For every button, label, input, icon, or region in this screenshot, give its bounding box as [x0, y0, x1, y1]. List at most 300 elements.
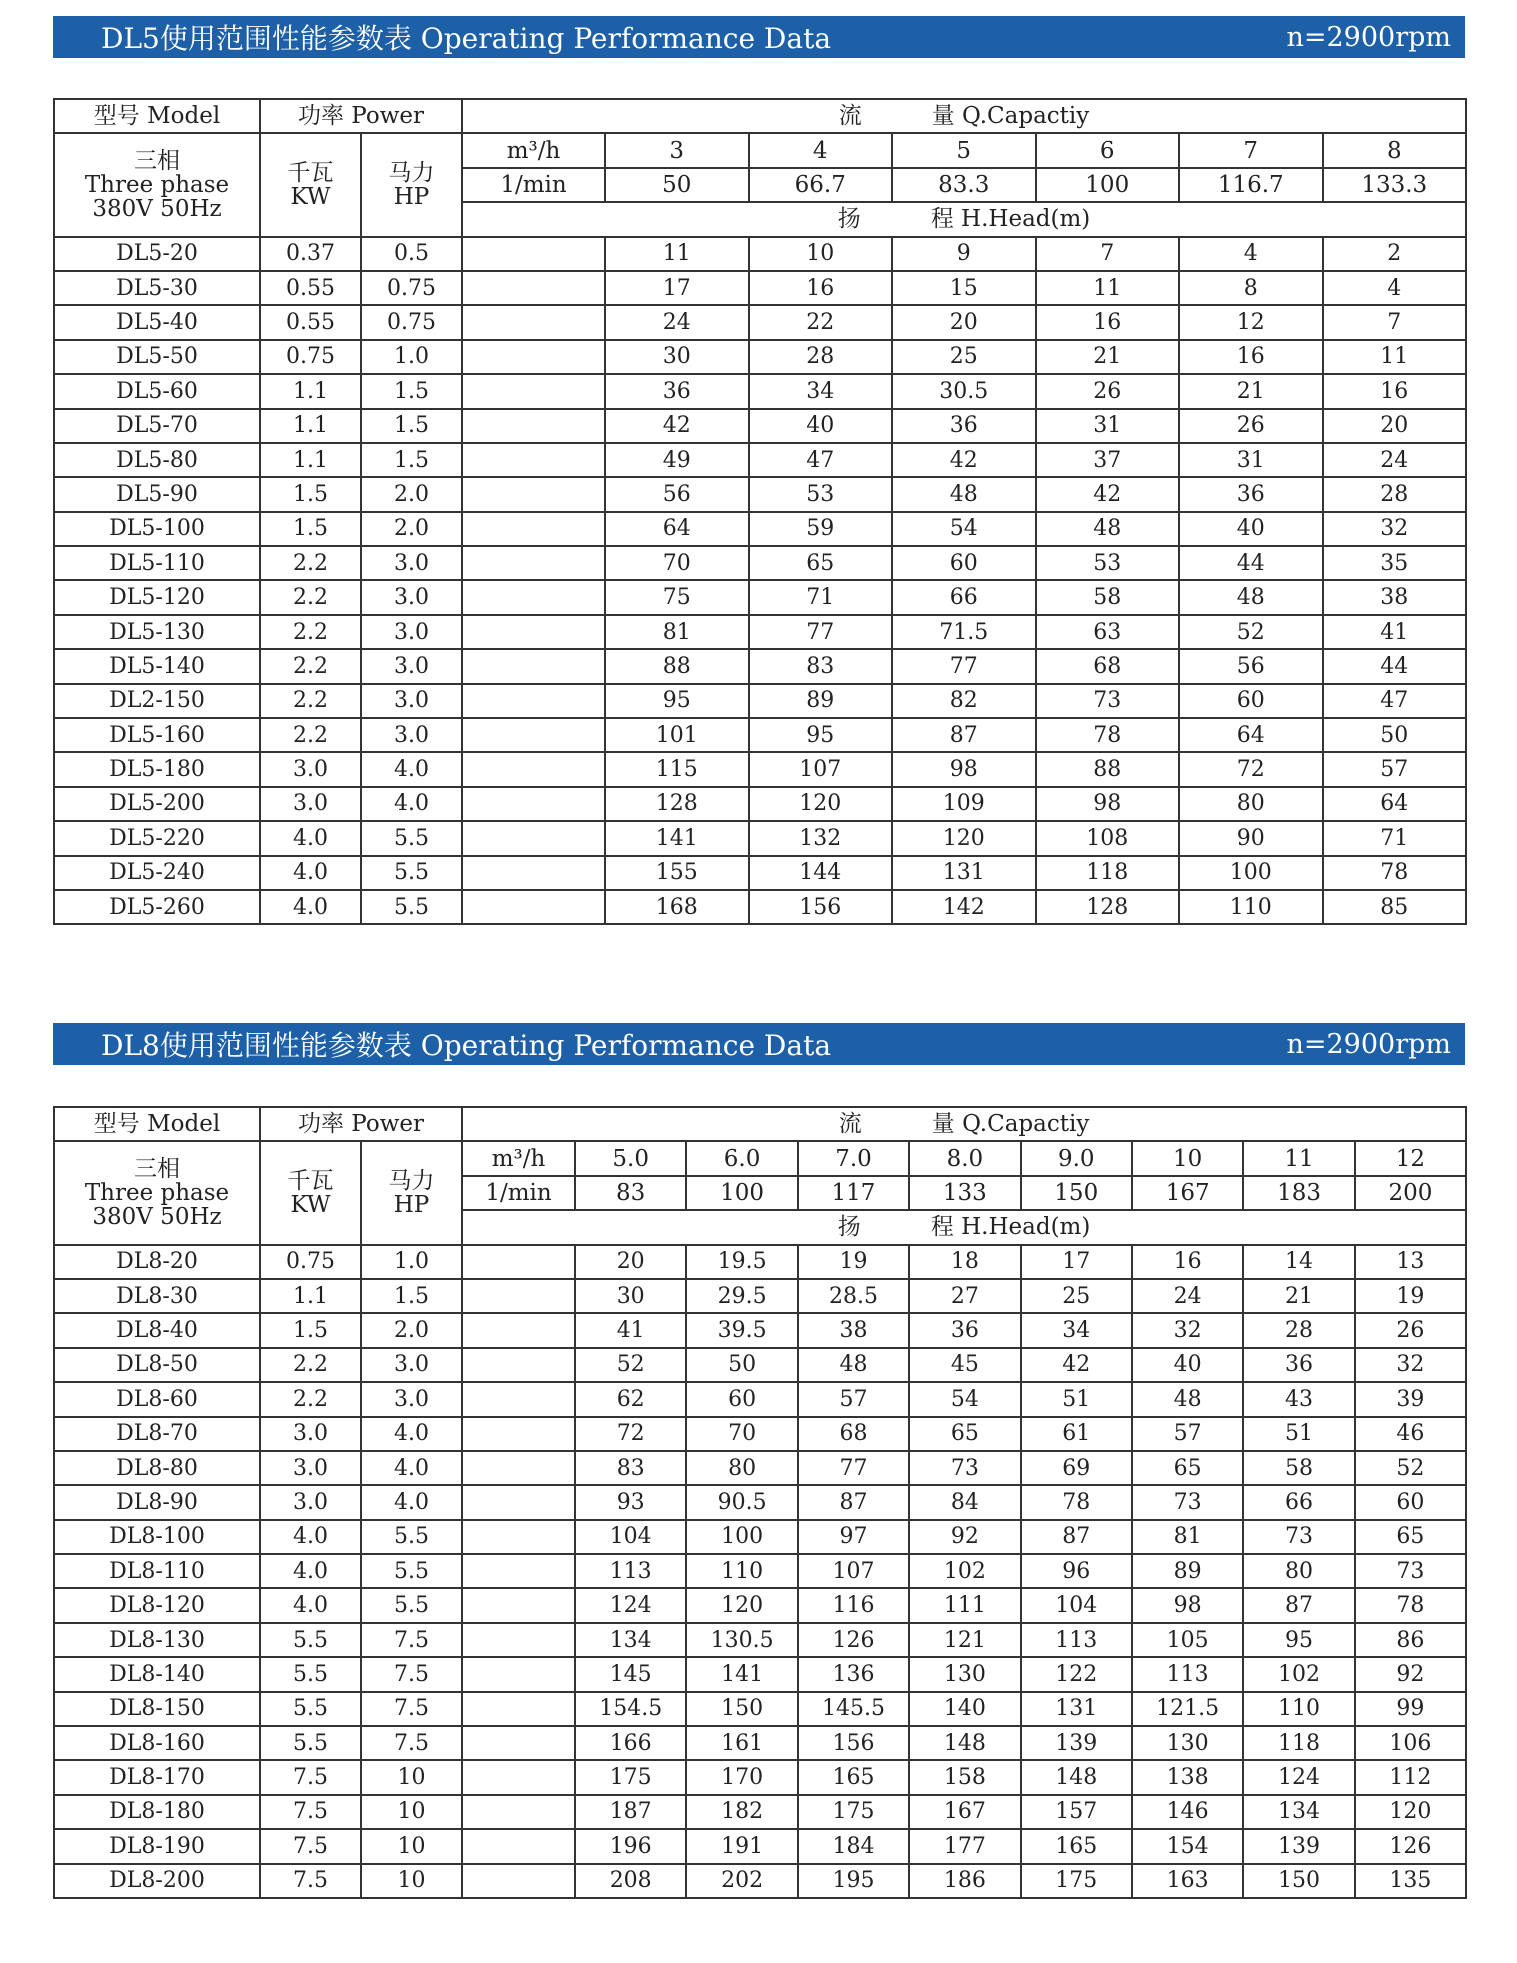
model-cell: DL8-170 [54, 1760, 260, 1794]
model-cell: DL5-20 [54, 237, 260, 271]
kw-cn: 千瓦 [287, 159, 334, 186]
head-cell: 16 [1179, 340, 1323, 374]
table-row [54, 1417, 1466, 1451]
kw-header [260, 133, 361, 236]
flow-m3h-cell: 11 [1243, 1141, 1354, 1175]
kw-cell: 2.2 [260, 615, 361, 649]
head-cell: 50 [686, 1348, 797, 1382]
flow-lmin-cell: 167 [1132, 1176, 1243, 1210]
head-cell: 46 [1355, 1417, 1466, 1451]
head-cell: 109 [892, 787, 1036, 821]
head-cell: 70 [686, 1417, 797, 1451]
blank-cell [462, 1588, 575, 1622]
flow-lmin-cell: 200 [1355, 1176, 1466, 1210]
hp-cell: 0.75 [361, 271, 462, 305]
head-cell: 36 [909, 1313, 1020, 1347]
model-header: 型号 Model [54, 1107, 260, 1141]
kw-cell: 5.5 [260, 1692, 361, 1726]
head-cell: 36 [1179, 477, 1323, 511]
head-cell: 32 [1323, 512, 1467, 546]
blank-cell [462, 1451, 575, 1485]
head-cell: 38 [798, 1313, 909, 1347]
head-cell: 43 [1243, 1382, 1354, 1416]
hp-en: HP [393, 183, 430, 210]
head-cell: 120 [1355, 1795, 1466, 1829]
blank-cell [462, 1795, 575, 1829]
table-row [54, 1554, 1466, 1588]
head-cell: 4 [1323, 271, 1467, 305]
blank-cell [462, 1485, 575, 1519]
head-cell: 8 [1179, 271, 1323, 305]
hp-cn: 马力 [388, 1167, 435, 1194]
table-row [54, 1657, 1466, 1691]
head-cell: 80 [1179, 787, 1323, 821]
head-cell: 92 [909, 1520, 1020, 1554]
model-cell: DL8-200 [54, 1864, 260, 1898]
head-cell: 124 [1243, 1760, 1354, 1794]
head-cell: 102 [909, 1554, 1020, 1588]
kw-cell: 1.5 [260, 477, 361, 511]
head-cell: 65 [749, 546, 893, 580]
hp-en: HP [393, 1191, 430, 1218]
head-cell: 85 [1323, 890, 1467, 924]
head-cell: 101 [605, 718, 749, 752]
head-cell: 28 [1243, 1313, 1354, 1347]
head-cell: 24 [1323, 443, 1467, 477]
kw-cell: 4.0 [260, 890, 361, 924]
hp-cell: 7.5 [361, 1623, 462, 1657]
head-cell: 72 [1179, 752, 1323, 786]
flow-lmin-cell: 83.3 [892, 168, 1036, 202]
kw-cell: 4.0 [260, 1588, 361, 1622]
head-cn: 扬 [837, 1214, 861, 1241]
head-cell: 88 [605, 649, 749, 683]
head-cell: 80 [686, 1451, 797, 1485]
kw-cell: 0.55 [260, 305, 361, 339]
head-header [462, 1210, 1466, 1244]
head-cell: 16 [1036, 305, 1180, 339]
flow-m3h-cell: 3 [605, 133, 749, 167]
head-cell: 11 [605, 237, 749, 271]
dl8-title-band [53, 1023, 1465, 1065]
head-cell: 16 [749, 271, 893, 305]
hp-cell: 1.5 [361, 374, 462, 408]
head-cell: 73 [1243, 1520, 1354, 1554]
kw-cell: 0.75 [260, 340, 361, 374]
head-cell: 68 [798, 1417, 909, 1451]
blank-cell [462, 1760, 575, 1794]
blank-cell [462, 615, 605, 649]
head-cell: 102 [1243, 1657, 1354, 1691]
blank-cell [462, 684, 605, 718]
head-cell: 61 [1021, 1417, 1132, 1451]
head-cell: 90 [1179, 821, 1323, 855]
model-cell: DL8-150 [54, 1692, 260, 1726]
head-cell: 208 [575, 1864, 686, 1898]
flow-m3h-cell: 5 [892, 133, 1036, 167]
kw-en: KW [290, 1191, 331, 1218]
head-cell: 60 [892, 546, 1036, 580]
head-cell: 78 [1323, 856, 1467, 890]
head-cell: 78 [1021, 1485, 1132, 1519]
head-cell: 60 [1179, 684, 1323, 718]
head-cell: 57 [1323, 752, 1467, 786]
table-row [54, 718, 1466, 752]
head-cell: 36 [605, 374, 749, 408]
head-cell: 144 [749, 856, 893, 890]
blank-cell [462, 787, 605, 821]
head-cell: 96 [1021, 1554, 1132, 1588]
head-cell: 130 [909, 1657, 1020, 1691]
head-cell: 187 [575, 1795, 686, 1829]
head-cell: 120 [686, 1588, 797, 1622]
dl5-rpm: n=2900rpm [1286, 21, 1451, 53]
table-row [54, 1623, 1466, 1657]
table-row [54, 1726, 1466, 1760]
head-cell: 65 [909, 1417, 1020, 1451]
kw-cell: 4.0 [260, 1554, 361, 1588]
head-cell: 165 [1021, 1829, 1132, 1863]
head-cell: 57 [1132, 1417, 1243, 1451]
head-cell: 19 [798, 1245, 909, 1279]
model-cell: DL8-80 [54, 1451, 260, 1485]
head-cell: 31 [1179, 443, 1323, 477]
blank-cell [462, 1520, 575, 1554]
head-header [462, 202, 1466, 236]
blank-cell [462, 477, 605, 511]
hp-cell: 7.5 [361, 1657, 462, 1691]
phase-spec: 380V 50Hz [92, 196, 222, 223]
head-cell: 75 [605, 580, 749, 614]
head-cell: 110 [1243, 1692, 1354, 1726]
head-cell: 156 [798, 1726, 909, 1760]
head-cell: 128 [1036, 890, 1180, 924]
head-cell: 89 [749, 684, 893, 718]
head-cell: 57 [798, 1382, 909, 1416]
head-cell: 81 [605, 615, 749, 649]
head-cell: 80 [1243, 1554, 1354, 1588]
head-cell: 54 [892, 512, 1036, 546]
head-cell: 106 [1355, 1726, 1466, 1760]
model-cell: DL5-60 [54, 374, 260, 408]
kw-cell: 7.5 [260, 1795, 361, 1829]
kw-cell: 0.37 [260, 237, 361, 271]
hp-cell: 2.0 [361, 1313, 462, 1347]
head-cell: 107 [798, 1554, 909, 1588]
model-cell: DL8-160 [54, 1726, 260, 1760]
head-cell: 128 [605, 787, 749, 821]
head-cell: 73 [1036, 684, 1180, 718]
kw-cell: 1.1 [260, 374, 361, 408]
head-cell: 132 [749, 821, 893, 855]
table-row [54, 374, 1466, 408]
head-en: H.Head(m) [961, 206, 1091, 233]
blank-cell [462, 271, 605, 305]
hp-cell: 4.0 [361, 1485, 462, 1519]
head-cell: 87 [798, 1485, 909, 1519]
head-cell: 140 [909, 1692, 1020, 1726]
blank-cell [462, 890, 605, 924]
head-cell: 110 [1179, 890, 1323, 924]
head-cell: 98 [892, 752, 1036, 786]
head-cell: 52 [1179, 615, 1323, 649]
head-cell: 40 [749, 409, 893, 443]
head-cell: 42 [1036, 477, 1180, 511]
model-cell: DL5-30 [54, 271, 260, 305]
blank-cell [462, 409, 605, 443]
head-cn2: 程 [930, 1214, 954, 1241]
table-row [54, 1760, 1466, 1794]
head-cell: 81 [1132, 1520, 1243, 1554]
head-cell: 90.5 [686, 1485, 797, 1519]
table-row [54, 512, 1466, 546]
head-cell: 53 [1036, 546, 1180, 580]
head-cell: 26 [1355, 1313, 1466, 1347]
head-cell: 104 [1021, 1588, 1132, 1622]
head-cell: 150 [686, 1692, 797, 1726]
head-cell: 157 [1021, 1795, 1132, 1829]
head-cell: 66 [892, 580, 1036, 614]
dl5-title: DL5使用范围性能参数表 Operating Performance Data [101, 22, 832, 55]
kw-cell: 3.0 [260, 1417, 361, 1451]
table-row [54, 1382, 1466, 1416]
dl8-performance-table [53, 1106, 1467, 1899]
kw-cell: 0.75 [260, 1245, 361, 1279]
flow-lmin-cell: 117 [798, 1176, 909, 1210]
head-cell: 158 [909, 1760, 1020, 1794]
head-cell: 17 [1021, 1245, 1132, 1279]
head-cell: 25 [1021, 1279, 1132, 1313]
head-cell: 78 [1355, 1588, 1466, 1622]
head-cell: 126 [798, 1623, 909, 1657]
blank-cell [462, 580, 605, 614]
head-cell: 64 [1323, 787, 1467, 821]
flow-lmin-cell: 83 [575, 1176, 686, 1210]
blank-cell [462, 546, 605, 580]
table-row [54, 649, 1466, 683]
hp-cell: 0.5 [361, 237, 462, 271]
phase-header [54, 1141, 260, 1244]
table-row [54, 1313, 1466, 1347]
head-cell: 54 [909, 1382, 1020, 1416]
head-cell: 134 [1243, 1795, 1354, 1829]
table-row [54, 546, 1466, 580]
head-cell: 118 [1036, 856, 1180, 890]
phase-en: Three phase [84, 171, 230, 198]
model-cell: DL8-190 [54, 1829, 260, 1863]
head-cell: 95 [749, 718, 893, 752]
flow-lmin-cell: 100 [1036, 168, 1180, 202]
head-cell: 51 [1243, 1417, 1354, 1451]
head-cell: 134 [575, 1623, 686, 1657]
flow-m3h-cell: 6.0 [686, 1141, 797, 1175]
model-cell: DL5-130 [54, 615, 260, 649]
hp-cell: 10 [361, 1829, 462, 1863]
head-cell: 92 [1355, 1657, 1466, 1691]
head-cell: 141 [605, 821, 749, 855]
head-cell: 130.5 [686, 1623, 797, 1657]
head-cell: 32 [1132, 1313, 1243, 1347]
head-cell: 44 [1323, 649, 1467, 683]
flow-m3h-cell: 7 [1179, 133, 1323, 167]
head-cell: 146 [1132, 1795, 1243, 1829]
head-cell: 170 [686, 1760, 797, 1794]
head-cell: 39.5 [686, 1313, 797, 1347]
dl5-title-band [53, 16, 1465, 58]
head-cell: 155 [605, 856, 749, 890]
model-cell: DL5-240 [54, 856, 260, 890]
model-cell: DL8-90 [54, 1485, 260, 1519]
dl8-rpm: n=2900rpm [1286, 1028, 1451, 1060]
kw-cell: 1.1 [260, 443, 361, 477]
head-cell: 65 [1355, 1520, 1466, 1554]
head-cell: 120 [892, 821, 1036, 855]
model-cell: DL5-80 [54, 443, 260, 477]
kw-header [260, 1141, 361, 1244]
head-cell: 145 [575, 1657, 686, 1691]
hp-cell: 10 [361, 1795, 462, 1829]
model-cell: DL8-140 [54, 1657, 260, 1691]
table-row [54, 1485, 1466, 1519]
head-cell: 11 [1323, 340, 1467, 374]
head-cell: 22 [749, 305, 893, 339]
head-cn2: 程 [930, 206, 954, 233]
head-cell: 161 [686, 1726, 797, 1760]
head-cell: 98 [1036, 787, 1180, 821]
flow-m3h-cell: 5.0 [575, 1141, 686, 1175]
head-cell: 82 [892, 684, 1036, 718]
hp-cell: 3.0 [361, 649, 462, 683]
model-cell: DL8-100 [54, 1520, 260, 1554]
head-cell: 36 [892, 409, 1036, 443]
table-row [54, 1279, 1466, 1313]
hp-cell: 7.5 [361, 1692, 462, 1726]
flow-m3h-cell: 9.0 [1021, 1141, 1132, 1175]
head-cell: 9 [892, 237, 1036, 271]
head-cell: 86 [1355, 1623, 1466, 1657]
model-cell: DL8-40 [54, 1313, 260, 1347]
head-cell: 136 [798, 1657, 909, 1691]
table-row [54, 1451, 1466, 1485]
kw-en: KW [290, 183, 331, 210]
blank-cell [462, 718, 605, 752]
head-cell: 77 [798, 1451, 909, 1485]
kw-cell: 2.2 [260, 684, 361, 718]
head-cell: 131 [892, 856, 1036, 890]
kw-cell: 5.5 [260, 1623, 361, 1657]
hp-cell: 3.0 [361, 546, 462, 580]
flow-cn2: 量 [931, 1111, 955, 1138]
head-cell: 150 [1243, 1864, 1354, 1898]
model-cell: DL2-150 [54, 684, 260, 718]
hp-cell: 4.0 [361, 787, 462, 821]
head-cell: 111 [909, 1588, 1020, 1622]
head-cell: 88 [1036, 752, 1180, 786]
hp-cell: 5.5 [361, 1588, 462, 1622]
head-cell: 48 [1179, 580, 1323, 614]
blank-cell [462, 1417, 575, 1451]
hp-cell: 2.0 [361, 512, 462, 546]
kw-cell: 2.2 [260, 718, 361, 752]
hp-cell: 5.5 [361, 1520, 462, 1554]
head-cell: 104 [575, 1520, 686, 1554]
blank-cell [462, 512, 605, 546]
hp-cell: 4.0 [361, 752, 462, 786]
hp-cell: 5.5 [361, 821, 462, 855]
head-cell: 93 [575, 1485, 686, 1519]
dl8-title: DL8使用范围性能参数表 Operating Performance Data [101, 1029, 832, 1062]
head-cell: 139 [1243, 1829, 1354, 1863]
hp-cn: 马力 [388, 159, 435, 186]
head-cell: 115 [605, 752, 749, 786]
head-cell: 113 [1021, 1623, 1132, 1657]
head-cell: 69 [1021, 1451, 1132, 1485]
flow-m3h-cell: 8 [1323, 133, 1467, 167]
head-cell: 41 [575, 1313, 686, 1347]
head-cell: 64 [1179, 718, 1323, 752]
blank-cell [462, 1313, 575, 1347]
blank-cell [462, 1623, 575, 1657]
table-row [54, 856, 1466, 890]
head-cell: 175 [798, 1795, 909, 1829]
head-cell: 42 [1021, 1348, 1132, 1382]
table-row [54, 1795, 1466, 1829]
head-cell: 120 [749, 787, 893, 821]
head-cell: 16 [1323, 374, 1467, 408]
table-row [54, 580, 1466, 614]
head-cell: 87 [892, 718, 1036, 752]
head-cell: 135 [1355, 1864, 1466, 1898]
head-cell: 50 [1323, 718, 1467, 752]
head-cell: 59 [749, 512, 893, 546]
table-row [54, 340, 1466, 374]
kw-cell: 5.5 [260, 1657, 361, 1691]
head-cell: 202 [686, 1864, 797, 1898]
blank-cell [462, 1726, 575, 1760]
blank-cell [462, 649, 605, 683]
head-cell: 154 [1132, 1829, 1243, 1863]
flow-m3h-cell: 7.0 [798, 1141, 909, 1175]
blank-cell [462, 752, 605, 786]
head-cell: 99 [1355, 1692, 1466, 1726]
table-row [54, 1692, 1466, 1726]
model-cell: DL8-180 [54, 1795, 260, 1829]
model-cell: DL5-90 [54, 477, 260, 511]
head-cell: 130 [1132, 1726, 1243, 1760]
head-cell: 39 [1355, 1382, 1466, 1416]
head-cell: 10 [749, 237, 893, 271]
head-cell: 148 [909, 1726, 1020, 1760]
head-cell: 126 [1355, 1829, 1466, 1863]
flow-en: Q.Capactiy [962, 103, 1090, 130]
model-cell: DL8-70 [54, 1417, 260, 1451]
head-cell: 60 [1355, 1485, 1466, 1519]
hp-header [361, 1141, 462, 1244]
hp-cell: 1.5 [361, 409, 462, 443]
model-cell: DL8-20 [54, 1245, 260, 1279]
head-cell: 7 [1036, 237, 1180, 271]
unit-m3h: m³/h [462, 133, 605, 167]
kw-cell: 2.2 [260, 1348, 361, 1382]
head-cell: 31 [1036, 409, 1180, 443]
kw-cell: 2.2 [260, 580, 361, 614]
model-cell: DL5-70 [54, 409, 260, 443]
head-cell: 148 [1021, 1760, 1132, 1794]
hp-cell: 0.75 [361, 305, 462, 339]
flow-lmin-cell: 183 [1243, 1176, 1354, 1210]
model-cell: DL5-200 [54, 787, 260, 821]
kw-cell: 1.5 [260, 512, 361, 546]
